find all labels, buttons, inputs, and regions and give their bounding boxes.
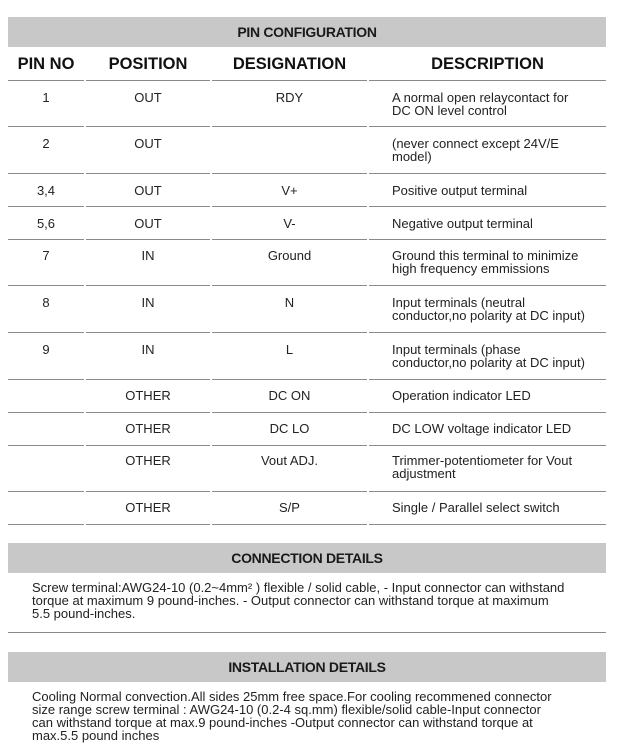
designation-text: N <box>284 295 295 310</box>
paragraph-line: torque at maximum 9 pound-inches. - Output connector can withstand torque at maximum <box>32 593 549 608</box>
table-row <box>8 127 606 174</box>
cell-pin <box>8 127 84 174</box>
table-row <box>8 240 606 286</box>
position-text: OTHER <box>125 453 171 468</box>
cell-position <box>86 380 210 413</box>
header-description: DESCRIPTION <box>369 47 606 81</box>
position-text: IN <box>141 295 155 310</box>
description-line: high frequency emmissions <box>392 261 550 276</box>
pin-text: 7 <box>42 248 50 263</box>
table-row <box>8 380 606 413</box>
cell-description <box>369 207 606 240</box>
table-row <box>8 286 606 333</box>
cell-designation <box>212 286 367 333</box>
pin-text: 2 <box>42 136 50 151</box>
designation-text <box>212 127 367 137</box>
cell-description <box>369 127 606 174</box>
designation-text: DC LO <box>269 421 310 436</box>
table-row <box>8 492 606 525</box>
header-position: POSITION <box>86 47 210 81</box>
cell-pin <box>8 174 84 207</box>
pin-text <box>8 446 84 454</box>
cell-designation <box>212 413 367 446</box>
cell-description <box>369 413 606 446</box>
table-row <box>8 207 606 240</box>
description-line: Operation indicator LED <box>392 388 531 403</box>
table-row <box>8 81 606 127</box>
cell-position <box>86 492 210 525</box>
cell-position <box>86 413 210 446</box>
paragraph-line: can withstand torque at max.9 pound-inches -Output connector can withstand torque at <box>32 715 533 730</box>
position-text: OTHER <box>125 421 171 436</box>
pin-text <box>8 492 84 501</box>
cell-pin <box>8 492 84 525</box>
cell-description <box>369 81 606 127</box>
pin-text: 8 <box>42 295 50 310</box>
cell-pin <box>8 81 84 127</box>
cell-description <box>369 446 606 492</box>
cell-pin <box>8 240 84 286</box>
cell-position <box>86 446 210 492</box>
pin-text <box>8 413 84 422</box>
table-header <box>8 47 606 81</box>
cell-designation <box>212 207 367 240</box>
designation-text: L <box>285 342 294 357</box>
table-row <box>8 174 606 207</box>
cell-designation <box>212 380 367 413</box>
designation-text: RDY <box>275 90 304 105</box>
cell-designation <box>212 240 367 286</box>
cell-designation <box>212 127 367 174</box>
position-text: OUT <box>134 90 162 105</box>
description-line: model) <box>392 149 432 164</box>
installation-details-title: INSTALLATION DETAILS <box>8 652 606 682</box>
designation-text: DC ON <box>268 388 311 403</box>
pin-text: 5,6 <box>36 216 56 231</box>
connection-details-title: CONNECTION DETAILS <box>8 543 606 573</box>
cell-pin <box>8 446 84 492</box>
cell-designation <box>212 446 367 492</box>
table-row <box>8 446 606 492</box>
pin-text: 3,4 <box>36 183 56 198</box>
cell-position <box>86 81 210 127</box>
connection-details-text <box>8 581 606 620</box>
cell-designation <box>212 492 367 525</box>
cell-description <box>369 380 606 413</box>
installation-details-text <box>8 690 606 742</box>
pin-text <box>8 380 84 389</box>
paragraph-line: Cooling Normal convection.All sides 25mm free space.For cooling recommened connector <box>32 689 552 704</box>
description-line: conductor,no polarity at DC input) <box>392 355 585 370</box>
header-pin-no: PIN NO <box>8 47 84 81</box>
description-line: Single / Parallel select switch <box>392 500 560 515</box>
cell-position <box>86 207 210 240</box>
position-text: OUT <box>134 183 162 198</box>
description-line: (never connect except 24V/E <box>392 136 559 151</box>
description-line: Trimmer-potentiometer for Vout <box>392 453 573 468</box>
cell-description <box>369 174 606 207</box>
designation-text: Vout ADJ. <box>260 453 319 468</box>
cell-description <box>369 286 606 333</box>
paragraph-line: size range screw terminal : AWG24-10 (0.2-4 sq.mm) flexible/solid cable-Input connector <box>32 702 541 717</box>
cell-position <box>86 333 210 380</box>
position-text: IN <box>141 342 155 357</box>
cell-description <box>369 492 606 525</box>
cell-pin <box>8 413 84 446</box>
cell-pin <box>8 207 84 240</box>
designation-text: S/P <box>279 500 300 515</box>
description-line: DC ON level control <box>392 103 507 118</box>
position-text: OUT <box>134 216 162 231</box>
cell-description <box>369 333 606 380</box>
designation-text: Ground <box>267 248 312 263</box>
description-line: Input terminals (neutral <box>392 295 525 310</box>
pin-configuration-title: PIN CONFIGURATION <box>8 17 606 47</box>
header-designation: DESIGNATION <box>212 47 367 81</box>
cell-position <box>86 127 210 174</box>
cell-position <box>86 240 210 286</box>
designation-text: V+ <box>281 183 298 198</box>
paragraph-line: 5.5 pound-inches. <box>32 606 136 621</box>
description-line: Input terminals (phase <box>392 342 521 357</box>
cell-pin <box>8 380 84 413</box>
paragraph-line: max.5.5 pound inches <box>32 728 160 743</box>
position-text: OTHER <box>125 388 171 403</box>
description-line: A normal open relaycontact for <box>392 90 569 105</box>
position-text: OUT <box>134 136 162 151</box>
position-text: OTHER <box>125 500 171 515</box>
divider <box>8 632 606 633</box>
description-line: Negative output terminal <box>392 216 533 231</box>
cell-designation <box>212 174 367 207</box>
position-text: IN <box>141 248 155 263</box>
description-line: adjustment <box>392 466 456 481</box>
designation-text: V- <box>283 216 296 231</box>
table-row <box>8 333 606 380</box>
cell-description <box>369 240 606 286</box>
cell-designation <box>212 81 367 127</box>
paragraph-line: Screw terminal:AWG24-10 (0.2~4mm² ) flexible / solid cable, - Input connector can withstand <box>32 580 565 595</box>
cell-pin <box>8 333 84 380</box>
table-row <box>8 413 606 446</box>
description-line: conductor,no polarity at DC input) <box>392 308 585 323</box>
pin-text: 9 <box>42 342 50 357</box>
pin-table <box>8 81 606 525</box>
cell-pin <box>8 286 84 333</box>
description-line: Ground this terminal to minimize <box>392 248 579 263</box>
cell-position <box>86 286 210 333</box>
pin-text: 1 <box>42 90 50 105</box>
cell-designation <box>212 333 367 380</box>
description-line: Positive output terminal <box>392 183 528 198</box>
cell-position <box>86 174 210 207</box>
description-line: DC LOW voltage indicator LED <box>392 421 572 436</box>
